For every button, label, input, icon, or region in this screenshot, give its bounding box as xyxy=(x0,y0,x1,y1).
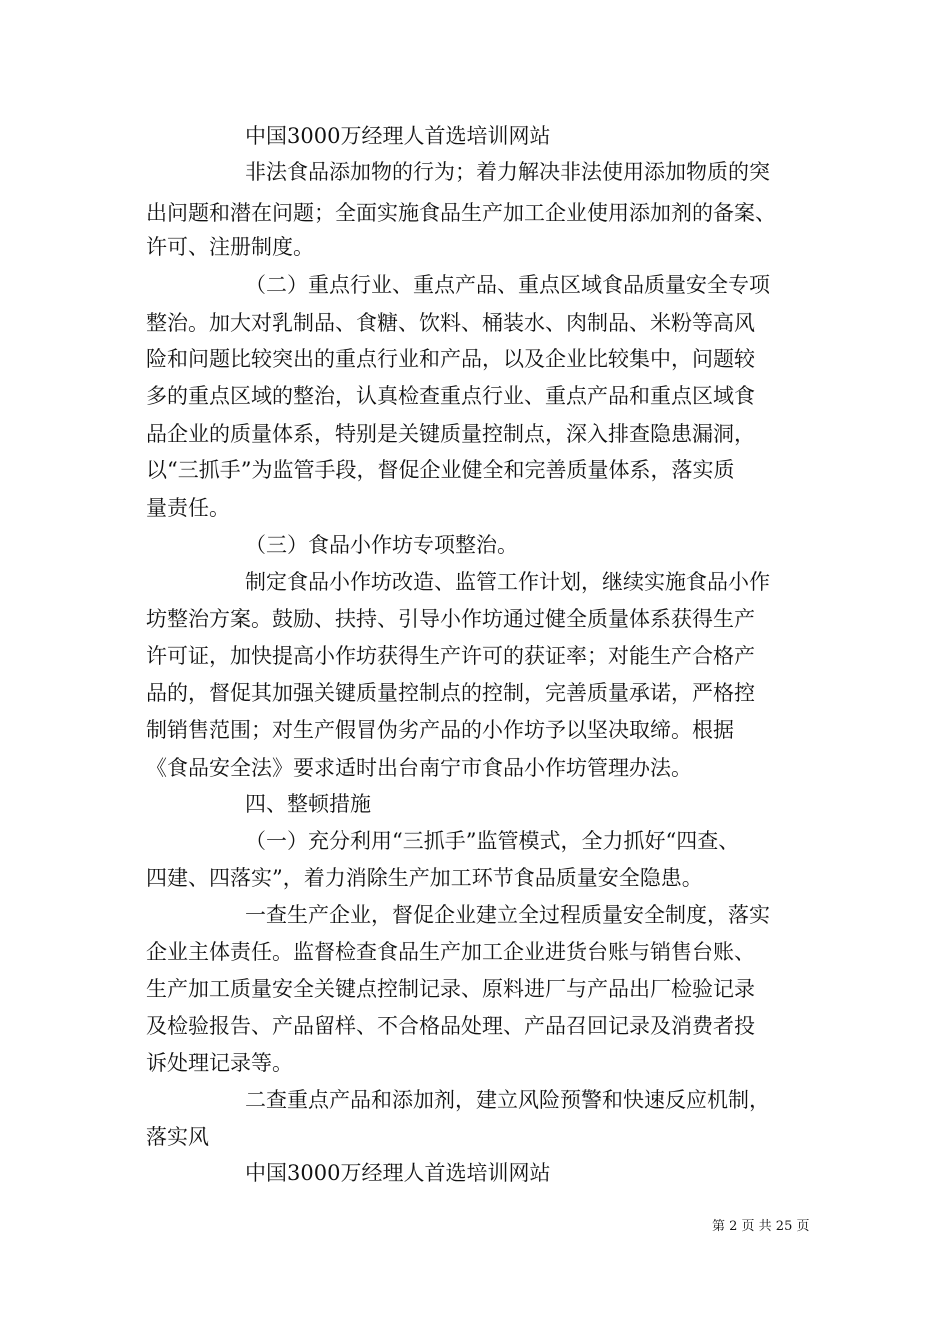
body-line: 坊整治方案。鼓励、扶持、引导小作坊通过健全质量体系获得生产 xyxy=(146,607,755,631)
header-text: 中国3000万经理人首选培训网站 xyxy=(245,124,551,148)
body-line: 诉处理记录等。 xyxy=(146,1051,293,1075)
section-heading: 四、整顿措施 xyxy=(245,792,371,816)
body-line: 二查重点产品和添加剂，建立风险预警和快速反应机制， xyxy=(245,1088,770,1112)
body-line: 制销售范围；对生产假冒伪劣产品的小作坊予以坚决取缔。根据 xyxy=(146,718,734,742)
body-line: 四建、四落实”，着力消除生产加工环节食品质量安全隐患。 xyxy=(146,866,703,890)
body-line: （一）充分利用“三抓手”监管模式，全力抓好“四查、 xyxy=(245,829,740,853)
body-line: 品企业的质量体系，特别是关键质量控制点，深入排查隐患漏洞， xyxy=(146,422,755,446)
body-line: 品的，督促其加强关键质量控制点的控制，完善质量承诺，严格控 xyxy=(146,681,755,705)
body-line: 《食品安全法》要求适时出台南宁市食品小作坊管理办法。 xyxy=(146,756,692,780)
bottom-header-text: 中国3000万经理人首选培训网站 xyxy=(245,1161,551,1185)
body-line: （二）重点行业、重点产品、重点区域食品质量安全专项 xyxy=(245,273,770,297)
body-line: 以“三抓手”为监管手段，督促企业健全和完善质量体系，落实质 xyxy=(146,458,735,482)
body-line: 企业主体责任。监督检查食品生产加工企业进货台账与销售台账、 xyxy=(146,940,755,964)
body-line: 非法食品添加物的行为；着力解决非法使用添加物质的突 xyxy=(245,160,770,184)
body-line: 制定食品小作坊改造、监管工作计划，继续实施食品小作 xyxy=(245,570,770,594)
body-line: 量责任。 xyxy=(146,496,230,520)
body-line: 多的重点区域的整治，认真检查重点行业、重点产品和重点区域食 xyxy=(146,384,755,408)
body-line: 出问题和潜在问题；全面实施食品生产加工企业使用添加剂的备案、 xyxy=(146,201,776,225)
body-line: 落实风 xyxy=(146,1125,209,1149)
body-line: 许可证，加快提高小作坊获得生产许可的获证率；对能生产合格产 xyxy=(146,644,755,668)
body-line: 许可、注册制度。 xyxy=(146,235,314,259)
body-line: 生产加工质量安全关键点控制记录、原料进厂与产品出厂检验记录 xyxy=(146,977,755,1001)
body-line: 及检验报告、产品留样、不合格品处理、产品召回记录及消费者投 xyxy=(146,1014,755,1038)
page-number: 第 2 页 共 25 页 xyxy=(712,1219,810,1234)
body-line: （三）食品小作坊专项整治。 xyxy=(245,533,518,557)
body-line: 险和问题比较突出的重点行业和产品，以及企业比较集中，问题较 xyxy=(146,347,755,371)
body-line: 一查生产企业，督促企业建立全过程质量安全制度，落实 xyxy=(245,903,770,927)
body-line: 整治。加大对乳制品、食糖、饮料、桶装水、肉制品、米粉等高风 xyxy=(146,311,755,335)
